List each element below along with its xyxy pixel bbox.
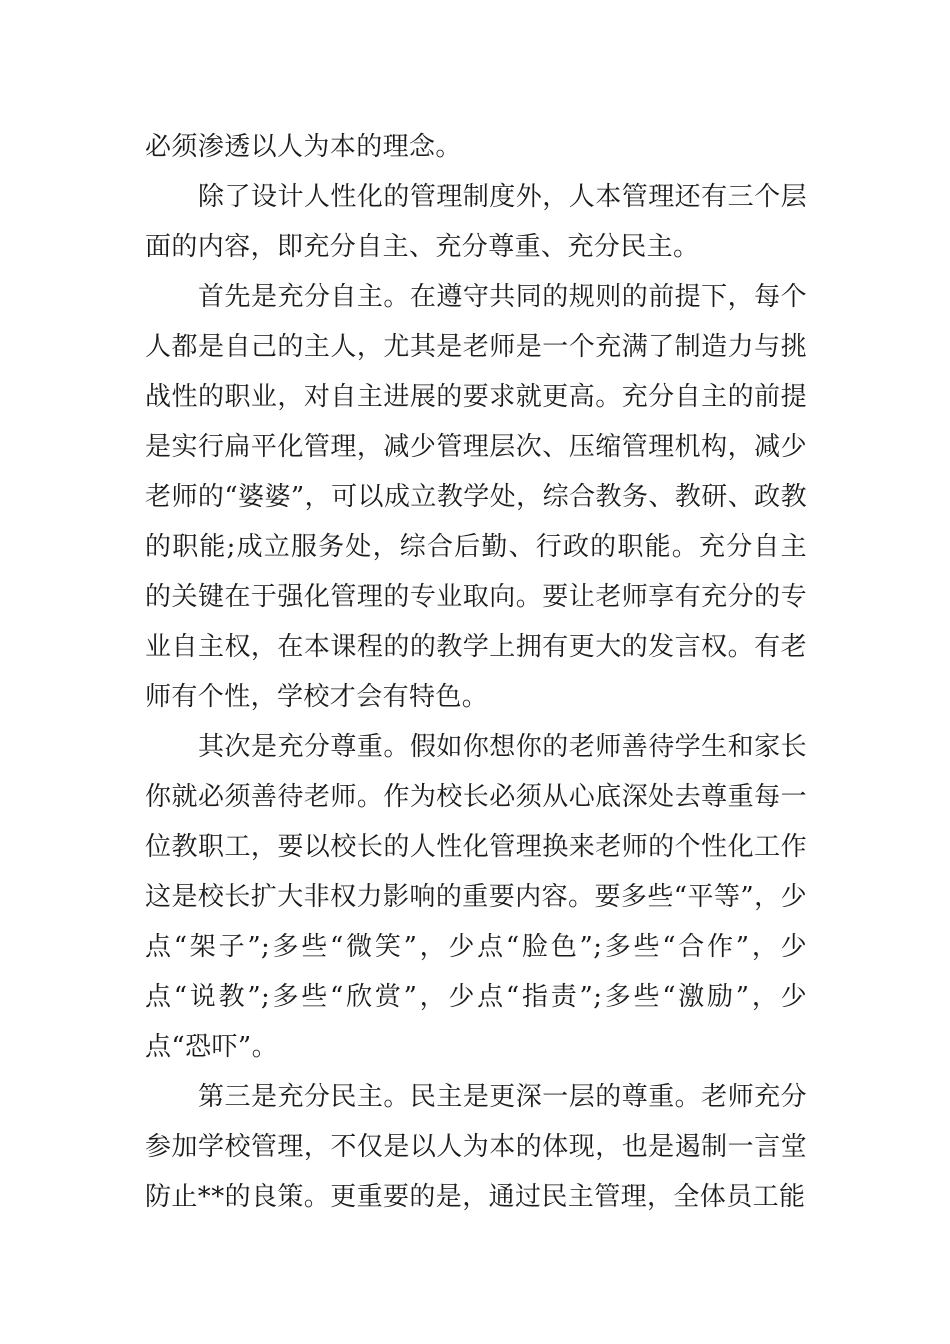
paragraph-5: 第三是充分民主。民主是更深一层的尊重。老师充分参加学校管理，不仅是以人为本的体现，也是遏制一言堂防止**的良策。更重要的是，通过民主管理，全体员工能 <box>145 1082 807 1212</box>
paragraph-2: 除了设计人性化的管理制度外，人本管理还有三个层面的内容，即充分自主、充分尊重、充分民主。 <box>145 182 807 262</box>
document-body <box>145 122 807 1222</box>
paragraph-1: 必须渗透以人为本的理念。 <box>145 132 462 162</box>
paragraph-3: 首先是充分自主。在遵守共同的规则的前提下，每个人都是自己的主人，尤其是老师是一个充满了制造力与挑战性的职业，对自主进展的要求就更高。充分自主的前提是实行扁平化管理，减少管理层次、压缩管理机构，减少老师的“婆婆”，可以成立教学处，综合教务、教研、政教的职能;成立服务处，综合后勤、行政的职能。充分自主的关键在于强化管理的专业取向。要让老师享有充分的专业自主权，在本课程的的教学上拥有更大的发言权。有老师有个性，学校才会有特色。 <box>145 282 807 712</box>
paragraph-4: 其次是充分尊重。假如你想你的老师善待学生和家长你就必须善待老师。作为校长必须从心底深处去尊重每一位教职工，要以校长的人性化管理换来老师的个性化工作这是校长扩大非权力影响的重要内容。要多些“平等”，少点“架子”;多些“微笑”，少点“脸色”;多些“合作”，少点“说教”;多些“欣赏”，少点“指责”;多些“激励”，少点“恐吓”。 <box>145 732 807 1062</box>
